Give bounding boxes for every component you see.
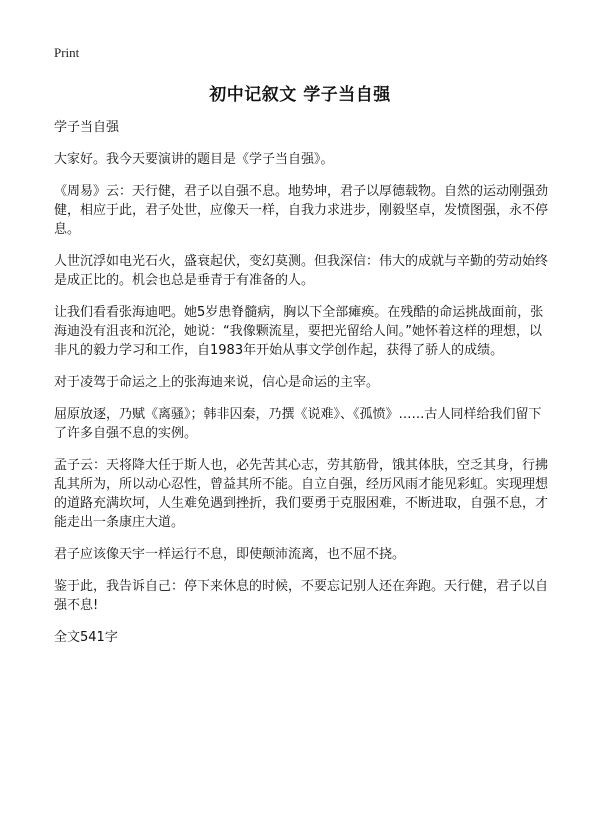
paragraph-5: 对于凌驾于命运之上的张海迪来说，信心是命运的主宰。 bbox=[54, 375, 380, 390]
paragraph-3: 人世沉浮如电光石火，盛衰起伏，变幻莫测。但我深信：伟大的成就与辛勤的劳动始终是成正比的。机会也总是垂青于有准备的人。 bbox=[54, 254, 549, 288]
document-body bbox=[54, 118, 554, 660]
print-label: Print bbox=[54, 45, 80, 60]
word-count: 全文541字 bbox=[54, 630, 118, 645]
paragraph-8: 君子应该像天宇一样运行不息，即使颠沛流离，也不屈不挠。 bbox=[54, 547, 406, 562]
paragraph-4: 让我们看看张海迪吧。她5岁患脊髓病，胸以下全部瘫痪。在残酷的命运挑战面前，张海迪没有沮丧和沉沦，她说：“我像颗流星，要把光留给人间。”她怀着这样的理想，以非凡的毅力学习和工作，自1983年开始从事文学创作起，获得了骄人的成绩。 bbox=[54, 305, 544, 358]
paragraph-7: 孟子云：天将降大任于斯人也，必先苦其心志，劳其筋骨，饿其体肤，空乏其身，行拂乱其所为，所以动心忍性，曾益其所不能。自立自强，经历风雨才能见彩虹。实现理想的道路充满坎坷，人生难免遇到挫折，我们要勇于克服困难，不断进取，自强不息，才能走出一条康庄大道。 bbox=[54, 458, 549, 530]
paragraph-9: 鉴于此，我告诉自己：停下来休息的时候，不要忘记别人还在奔跑。天行健，君子以自强不息! bbox=[54, 579, 549, 613]
document-title: 初中记叙文 学子当自强 bbox=[209, 85, 391, 105]
paragraph-2: 《周易》云：天行健，君子以自强不息。地势坤，君子以厚德载物。自然的运动刚强劲健，相应于此，君子处世，应像天一样，自我力求进步，刚毅坚卓，发愤图强，永不停息。 bbox=[54, 184, 549, 237]
paragraph-6: 屈原放逐，乃赋《离骚》；韩非囚秦，乃撰《说难》、《孤愤》……古人同样给我们留下了许多自强不息的实例。 bbox=[54, 407, 542, 441]
paragraph-1: 大家好。我今天要演讲的题目是《学子当自强》。 bbox=[54, 152, 334, 167]
document-subtitle: 学子当自强 bbox=[54, 120, 120, 135]
